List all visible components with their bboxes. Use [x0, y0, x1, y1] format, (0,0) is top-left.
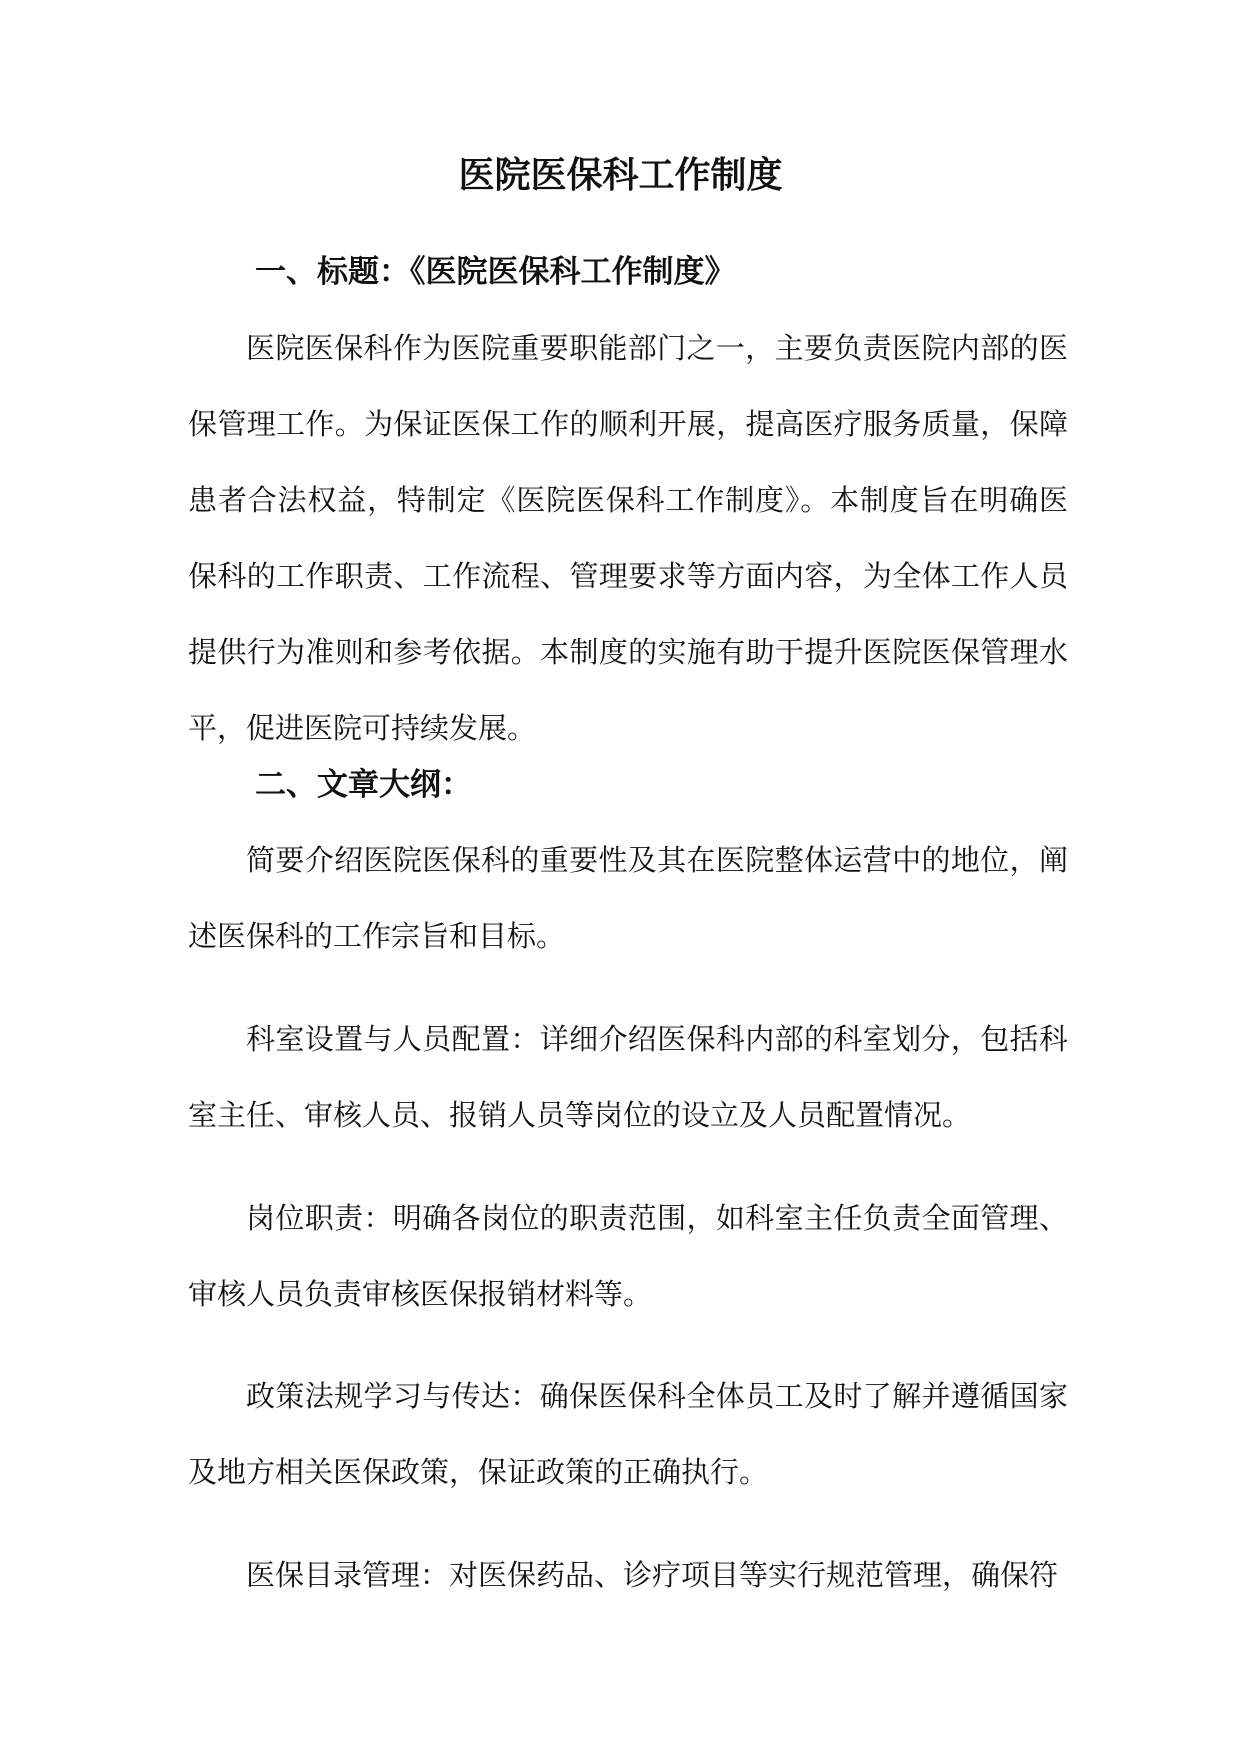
- outline-paragraph-catalog: 医保目录管理：对医保药品、诊疗项目等实行规范管理，确保符: [246, 1558, 1059, 1592]
- section-1-heading: 一、标题：《医院医保科工作制度》: [255, 254, 736, 290]
- section-1-paragraph: 医院医保科作为医院重要职能部门之一，主要负责医院内部的医保管理工作。为保证医保工作的顺利开展，提高医疗服务质量，保障患者合法权益，特制定《医院医保科工作制度》。本制度旨在明确医保科的工作职责、工作流程、管理要求等方面内容，为全体工作人员提供行为准则和参考依据。本制度的实施有助于提升医院医保管理水平，促进医院可持续发展。: [188, 331, 1068, 745]
- outline-paragraph-duties: 岗位职责：明确各岗位的职责范围，如科室主任负责全面管理、审核人员负责审核医保报销材料等。: [188, 1201, 1068, 1311]
- document-title: 医院医保科工作制度: [458, 154, 783, 196]
- section-2-heading: 二、文章大纲：: [255, 767, 472, 803]
- outline-paragraph-staffing: 科室设置与人员配置：详细介绍医保科内部的科室划分，包括科室主任、审核人员、报销人员等岗位的设立及人员配置情况。: [188, 1022, 1068, 1132]
- outline-paragraph-policy: 政策法规学习与传达：确保医保科全体员工及时了解并遵循国家及地方相关医保政策，保证政策的正确执行。: [188, 1379, 1068, 1489]
- outline-paragraph-intro: 简要介绍医院医保科的重要性及其在医院整体运营中的地位，阐述医保科的工作宗旨和目标。: [188, 843, 1068, 953]
